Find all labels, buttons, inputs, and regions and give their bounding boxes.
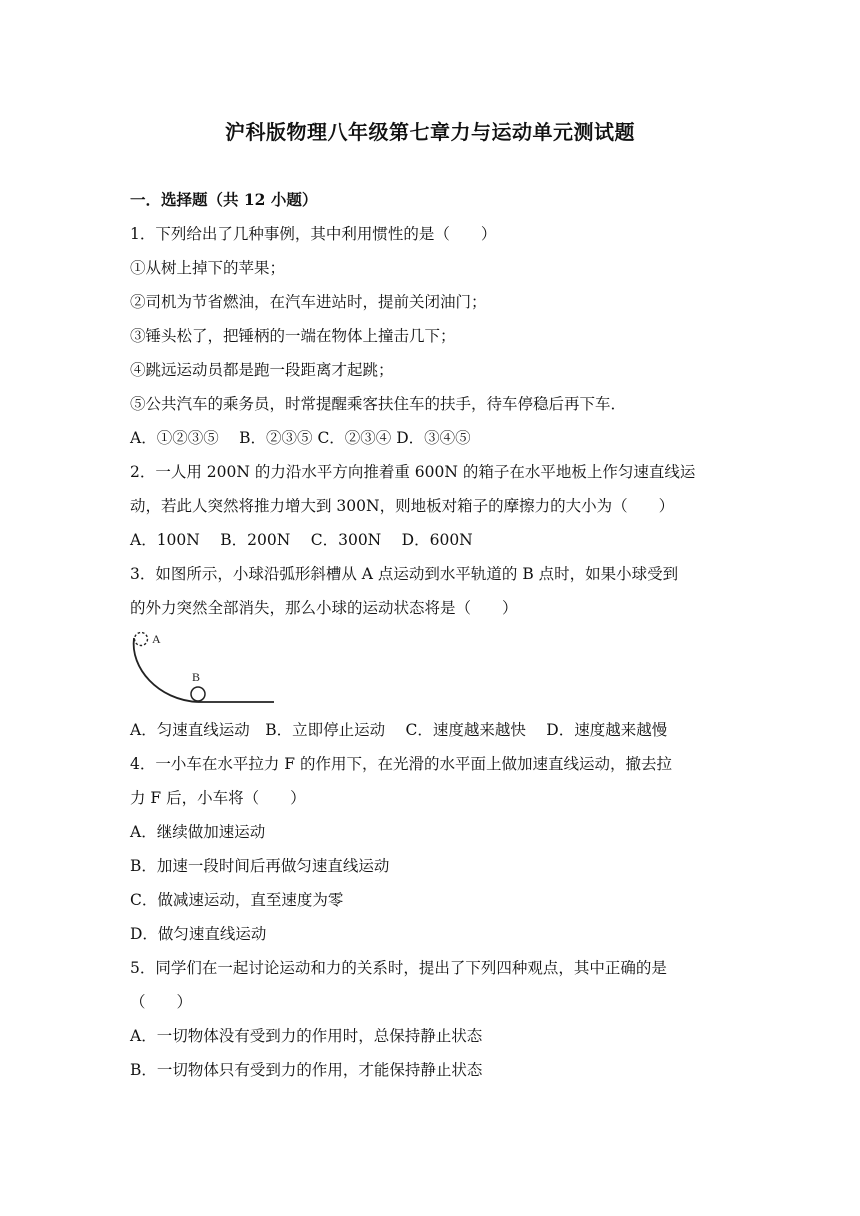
q4-stem-line-1: 4．一小车在水平拉力 F 的作用下，在光滑的水平面上做加速直线运动，撤去拉 [130, 755, 672, 773]
curved-track [134, 638, 201, 702]
section-heading: 一．选择题（共 12 小题） [130, 190, 318, 209]
q3-figure [128, 628, 278, 708]
q1-item-2: ②司机为节省燃油，在汽车进站时，提前关闭油门； [130, 293, 487, 311]
q5-option-a: A．一切物体没有受到力的作用时，总保持静止状态 [130, 1027, 483, 1045]
q1-item-5: ⑤公共汽车的乘务员，时常提醒乘客扶住车的扶手，待车停稳后再下车． [130, 395, 627, 413]
q4-option-b: B．加速一段时间后再做匀速直线运动 [130, 857, 390, 875]
q1-stem: 1．下列给出了几种事例，其中利用惯性的是（ ） [130, 225, 497, 243]
label-b: B [192, 670, 201, 684]
q2-stem-line-1: 2．一人用 200N 的力沿水平方向推着重 600N 的箱子在水平地板上作匀速直线运 [130, 463, 696, 481]
ball-b [191, 687, 205, 701]
q1-item-1: ①从树上掉下的苹果； [130, 259, 286, 277]
label-a: A [152, 632, 161, 646]
q4-option-c: C．做减速运动，直至速度为零 [130, 891, 344, 909]
q1-item-4: ④跳远运动员都是跑一段距离才起跳； [130, 361, 394, 379]
q1-options: A．①②③⑤ B．②③⑤ C．②③④ D．③④⑤ [130, 429, 471, 447]
q3-stem-line-2: 的外力突然全部消失，那么小球的运动状态将是（ ） [130, 599, 518, 617]
q4-stem-line-2: 力 F 后，小车将（ ） [130, 789, 306, 807]
q2-options: A．100N B．200N C．300N D．600N [130, 531, 473, 549]
q4-option-d: D．做匀速直线运动 [130, 925, 267, 943]
page-title: 沪科版物理八年级第七章力与运动单元测试题 [225, 120, 635, 144]
q2-stem-line-2: 动，若此人突然将推力增大到 300N，则地板对箱子的摩擦力的大小为（ ） [130, 497, 675, 515]
q5-option-b: B．一切物体只有受到力的作用，才能保持静止状态 [130, 1061, 483, 1079]
q3-options: A．匀速直线运动 B．立即停止运动 C．速度越来越快 D．速度越来越慢 [130, 721, 668, 739]
q5-stem-line-1: 5．同学们在一起讨论运动和力的关系时，提出了下列四种观点，其中正确的是 [130, 959, 667, 977]
q4-option-a: A．继续做加速运动 [130, 823, 266, 841]
q5-stem-line-2: （ ） [130, 993, 193, 1011]
q3-stem-line-1: 3．如图所示，小球沿弧形斜槽从 A 点运动到水平轨道的 B 点时，如果小球受到 [130, 565, 679, 583]
ball-a-dashed [135, 633, 148, 646]
q1-item-3: ③锤头松了，把锤柄的一端在物体上撞击几下； [130, 327, 456, 345]
